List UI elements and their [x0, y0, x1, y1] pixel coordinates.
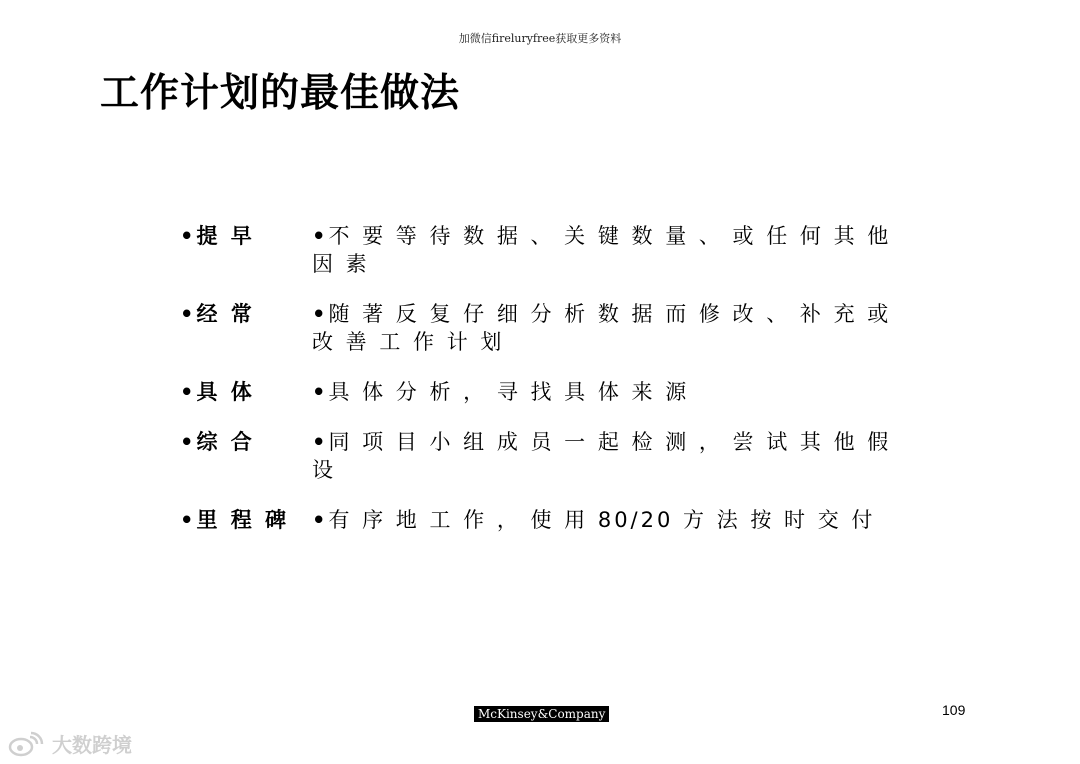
practice-key-label: 里 程 碑	[196, 508, 290, 532]
bullet-icon: •	[312, 224, 329, 248]
practice-key-label: 提 早	[196, 224, 255, 248]
practice-list	[180, 222, 940, 556]
practice-description-text: 有 序 地 工 作 ， 使 用 80/20 方 法 按 时 交 付	[328, 508, 876, 532]
practice-key	[180, 428, 312, 456]
practice-description	[312, 378, 912, 406]
header-note: 加微信fireluryfree获取更多资料	[458, 32, 622, 45]
practice-description-text: 不 要 等 待 数 据 、 关 键 数 量 、 或 任 何 其 他 因 素	[312, 224, 892, 276]
practice-key-label: 经 常	[196, 302, 255, 326]
page-title: 工作计划的最佳做法	[100, 71, 461, 116]
practice-key	[180, 506, 312, 534]
practice-key	[180, 300, 312, 328]
watermark-text: 大数跨境	[52, 733, 132, 757]
practice-key	[180, 222, 312, 250]
bullet-icon: •	[312, 302, 329, 326]
practice-description	[312, 428, 912, 484]
practice-description-text: 同 项 目 小 组 成 员 一 起 检 测 ， 尝 试 其 他 假 设	[312, 430, 892, 482]
bullet-icon: •	[312, 508, 329, 532]
bullet-icon: •	[312, 380, 329, 404]
bullet-icon: •	[180, 380, 197, 404]
watermark	[8, 729, 132, 758]
page-number: 109	[942, 702, 966, 718]
brand-logo: McKinsey&Company	[474, 706, 609, 722]
practice-row	[180, 222, 940, 278]
practice-row	[180, 300, 940, 356]
practice-key-label: 综 合	[196, 430, 255, 454]
weibo-logo-icon	[8, 731, 48, 757]
practice-description	[312, 506, 912, 534]
bullet-icon: •	[180, 224, 197, 248]
bullet-icon: •	[180, 508, 197, 532]
practice-key-label: 具 体	[196, 380, 255, 404]
practice-description	[312, 222, 912, 278]
bullet-icon: •	[312, 430, 329, 454]
practice-row	[180, 428, 940, 484]
practice-row	[180, 506, 940, 534]
practice-description-text: 随 著 反 复 仔 细 分 析 数 据 而 修 改 、 补 充 或 改 善 工 作 计 划	[312, 302, 892, 354]
practice-row	[180, 378, 940, 406]
practice-description	[312, 300, 912, 356]
bullet-icon: •	[180, 430, 197, 454]
bullet-icon: •	[180, 302, 197, 326]
practice-key	[180, 378, 312, 406]
practice-description-text: 具 体 分 析 ， 寻 找 具 体 来 源	[328, 380, 690, 404]
